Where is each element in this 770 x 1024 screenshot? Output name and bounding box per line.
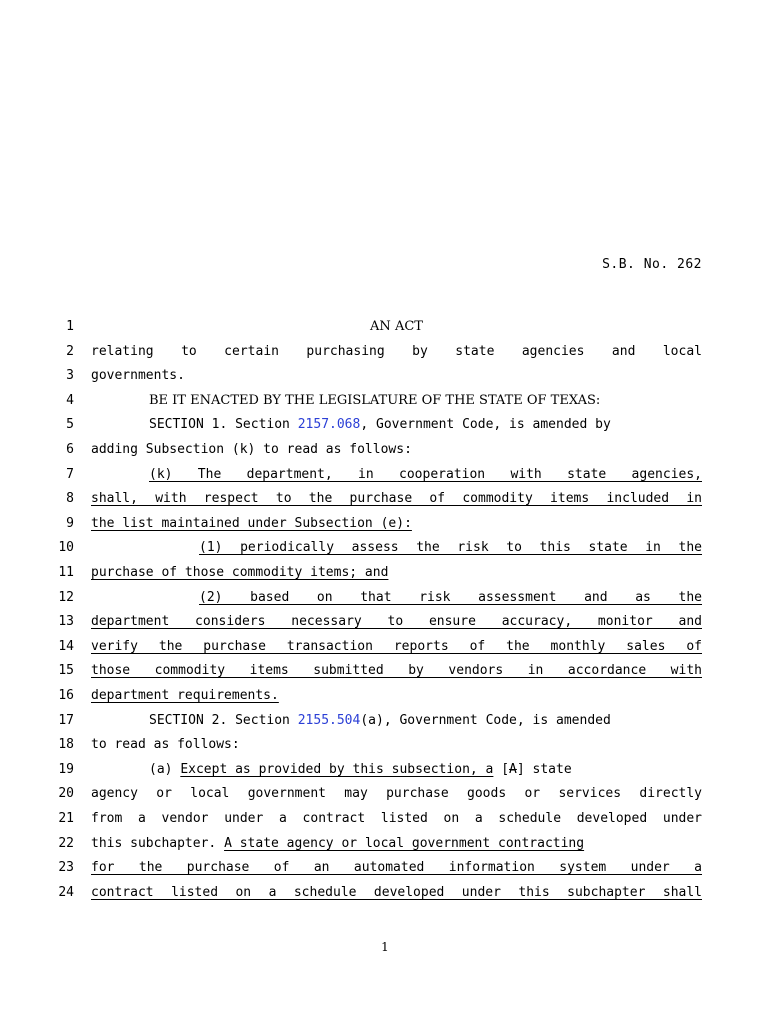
line-text: [91, 512, 702, 536]
line-number: 21: [58, 811, 74, 826]
inserted-text: (k) The department, in cooperation with state agencies,: [149, 466, 702, 482]
text-line: [0, 561, 770, 586]
line-text: [91, 536, 702, 560]
line-number: 10: [58, 540, 74, 556]
line-number: 22: [58, 835, 74, 851]
section-lead: SECTION 1. Section: [149, 417, 298, 433]
act-title: AN ACT: [370, 319, 423, 334]
line-number: 18: [58, 737, 74, 753]
text-line: [0, 881, 770, 906]
line-number: 19: [58, 761, 74, 777]
subsection-label: (a): [149, 761, 181, 777]
line-number: 14: [58, 638, 74, 654]
deleted-text: A: [509, 761, 517, 777]
text-line: [0, 536, 770, 561]
inserted-text: the list maintained under Subsection (e):: [91, 515, 412, 531]
bracket-open: [: [493, 761, 510, 777]
text-line: [0, 684, 770, 709]
text-line: [0, 635, 770, 660]
line-text: relating to certain purchasing by state agencies and local: [91, 343, 702, 359]
line-text: agency or local government may purchase goods or services directly: [91, 786, 702, 802]
line-text: adding Subsection (k) to read as follows:: [91, 442, 412, 457]
inserted-text: (2) based on that risk assessment and as the: [199, 589, 702, 605]
inserted-text: Except as provided by this subsection, a: [180, 761, 494, 777]
line-number: 5: [66, 417, 74, 433]
text-line: [0, 389, 770, 414]
text-line: [0, 782, 770, 807]
section-tail: (a), Government Code, is amended: [360, 712, 611, 728]
text-line: [0, 856, 770, 881]
text-line: [0, 807, 770, 832]
bill-number: S.B. No. 262: [602, 257, 702, 272]
code-section-link[interactable]: 2155.504: [297, 712, 361, 728]
line-number: 13: [58, 614, 74, 630]
line-text: [91, 586, 702, 610]
line-number: 3: [66, 368, 74, 384]
text-line: [0, 709, 770, 734]
text-line: [0, 586, 770, 611]
line-number: 7: [66, 466, 74, 482]
text-line: [0, 315, 770, 340]
inserted-text: department considers necessary to ensure accuracy, monitor and: [91, 614, 702, 630]
inserted-text: (1) periodically assess the risk to this state in the: [199, 540, 702, 556]
page-number: 1: [381, 940, 389, 954]
text-line: [0, 610, 770, 635]
line-number: 16: [58, 688, 74, 703]
line-number: 24: [58, 884, 74, 900]
line-number: 12: [58, 589, 74, 605]
line-text: [91, 832, 702, 856]
text-line: [0, 659, 770, 684]
text-line: [0, 340, 770, 365]
line-number: 20: [58, 786, 74, 802]
line-number: 8: [66, 491, 74, 507]
line-text: [91, 709, 702, 733]
line-text: [91, 758, 702, 782]
text-line: [0, 413, 770, 438]
line-number: 6: [66, 442, 74, 457]
text-line: [0, 487, 770, 512]
text-line: [0, 832, 770, 857]
line-text: [91, 561, 702, 585]
inserted-text: those commodity items submitted by vendors in accordance with: [91, 663, 702, 679]
text-line: [0, 364, 770, 389]
inserted-text: contract listed on a schedule developed under this subchapter shall: [91, 884, 702, 900]
line-number: 9: [66, 515, 74, 531]
text-line: [0, 758, 770, 783]
line-number: 23: [58, 860, 74, 876]
line-text: to read as follows:: [91, 737, 240, 753]
line-text: [91, 684, 702, 708]
line-number: 2: [66, 343, 74, 359]
bracket-close: ] state: [516, 761, 572, 777]
inserted-text: department requirements.: [91, 688, 279, 703]
text-line: [0, 438, 770, 463]
inserted-text: purchase of those commodity items; and: [91, 565, 389, 580]
section-tail: , Government Code, is amended by: [360, 417, 611, 433]
line-number: 17: [58, 712, 74, 728]
line-text: from a vendor under a contract listed on a schedule developed under: [91, 811, 702, 826]
inserted-text: shall, with respect to the purchase of commodity items included in: [91, 491, 702, 507]
inserted-text: verify the purchase transaction reports of the monthly sales of: [91, 638, 702, 654]
line-number: 4: [66, 392, 74, 408]
line-number: 1: [66, 319, 74, 334]
text-line: [0, 512, 770, 537]
enacting-clause: BE IT ENACTED BY THE LEGISLATURE OF THE STATE OF TEXAS:: [149, 392, 601, 408]
plain-text: this subchapter.: [91, 835, 225, 851]
inserted-text: for the purchase of an automated information system under a: [91, 860, 702, 876]
line-number: 15: [58, 663, 74, 679]
code-section-link[interactable]: 2157.068: [297, 417, 361, 433]
section-lead: SECTION 2. Section: [149, 712, 298, 728]
text-line: [0, 463, 770, 488]
text-line: [0, 733, 770, 758]
line-text: [91, 413, 702, 437]
inserted-text: A state agency or local government contracting: [224, 835, 585, 851]
line-text: governments.: [91, 368, 185, 384]
line-text: [91, 463, 702, 487]
line-number: 11: [58, 565, 74, 580]
